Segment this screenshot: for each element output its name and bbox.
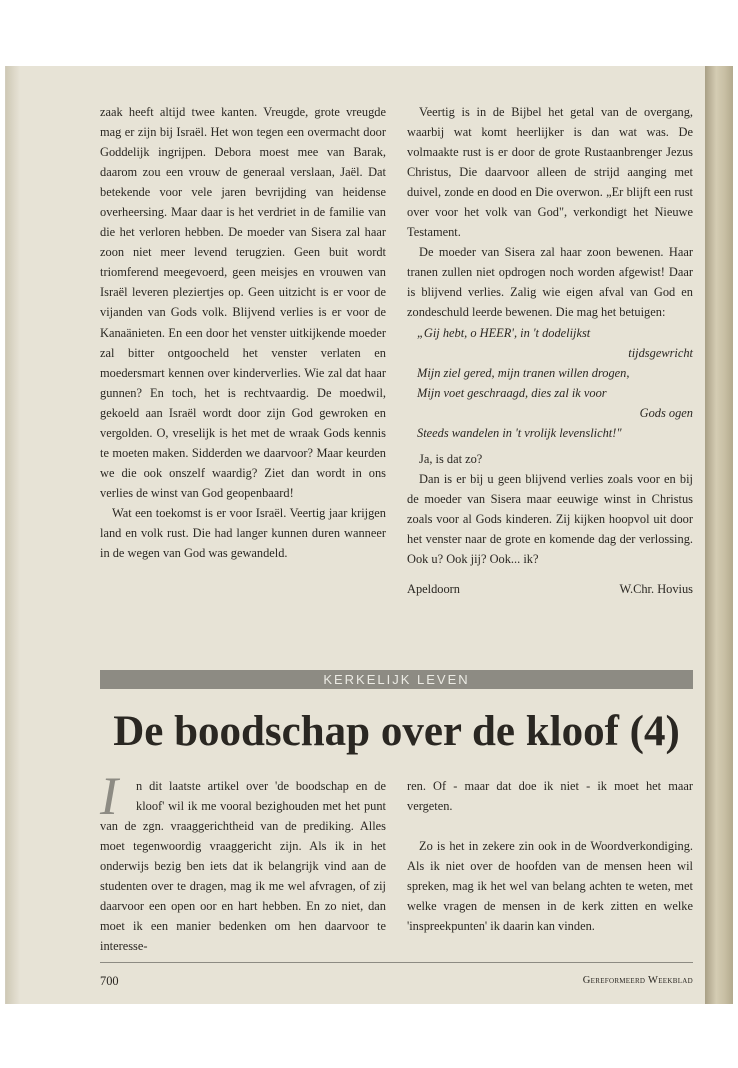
- right-paragraph-4: Dan is er bij u geen blijvend verlies zoals voor en bij de moeder van Sisera maar eeuwige winst in Christus zoals voor al Gods kinderen. Zij kijken hoopvol uit door het venster naar de grote en komende dag der verlossing. Ook u? Ook jij? Ook... ik?: [407, 471, 693, 567]
- right-paragraph-2: De moeder van Sisera zal haar zoon bewenen. Haar tranen zullen niet opdrogen noch worden afgewist! Daar is blijvend verlies. Zalig wie eigen afval van God en zondeschuld leerde bewenen. Die mag het betuigen:: [407, 245, 693, 320]
- page-gutter-shadow: [6, 66, 20, 1004]
- poem-line: Mijn voet geschraagd, dies zal ik voor: [417, 385, 607, 400]
- poem-line: tijdsgewricht: [628, 345, 693, 360]
- psalm-quote: [417, 323, 693, 443]
- signature-place: Apeldoorn: [407, 582, 460, 597]
- article-right-column: [407, 776, 693, 936]
- poem-line: Steeds wandelen in 't vrolijk levenslicht!": [417, 425, 622, 440]
- article-paragraph-3: Zo is het in zekere zin ook in de Woordverkondiging. Als ik niet over de hoofden van de mensen heen wil spreken, mag ik het wel van belang achten te weten, met welke vragen de mensen in de kerk zitten en welke 'inspreekpunten' ik daarin kan vinden.: [407, 839, 693, 934]
- signature-author: W.Chr. Hovius: [619, 582, 693, 597]
- poem-line: „Gij hebt, o HEER', in 't dodelijkst: [417, 325, 591, 340]
- poem-line: Mijn ziel gered, mijn tranen willen drogen,: [417, 365, 630, 380]
- left-paragraph-2: Wat een toekomst is er voor Israël. Veertig jaar krijgen land en volk rust. Die had langer kunnen duren wanneer in de wegen van God was gewandeld.: [100, 505, 386, 561]
- publication-name: Gereformeerd Weekblad: [582, 975, 693, 986]
- book-spine-edge: [705, 66, 733, 1004]
- left-paragraph-1: zaak heeft altijd twee kanten. Vreugde, grote vreugde mag er zijn bij Israël. Het won tegen een overmacht door Goddelijk ingrijpen. Debora moest mee van Barak, daarom zou een vrouw de generaal verslaan, Jaël. Dat betekende voor vele jaren bevrijding van heidense overheersing. Maar daar is het verdriet in de familie van die het verloren hebben. De moeder van Sisera zal haar zoon niet meer levend terugzien. Geen buit wordt triomferend meegevoerd, geen meisjes en vrouwen van Israël leveren pleziertjes op. Geen uitzicht is er voor de vijanden van Gods volk. Blijvend verlies is er voor de Kanaänieten. En een door het venster uitkijkende moeder zal bitter ontgoocheld het venster verlaten en moedersmart kennen over kinderverlies. Wie zal dat haar gunnen? En toch, het is rechtvaardig. De moedwil, gekoeld aan Israël wordt door zijn God gewroken en vergolden. O, vreselijk is het met de wraak Gods kennis te moeten maken. Sidderden we daarvoor? Maar keurden we die ook onszelf waardig? Ziet dan wordt in ons verlies de winst van God geopenbaard!: [100, 105, 386, 500]
- footer-rule: [100, 962, 693, 963]
- right-paragraph-1: Veertig is in de Bijbel het getal van de overgang, waarbij wat komt heerlijker is dan wat was. De volmaakte rust is er door de grote Rustaanbrenger Jezus Christus, Die daarvoor alleen de strijd aanging met duivel, zonde en dood en Die overwon. „Er blijft een rust over voor het volk van God", verkondigt het Nieuwe Testament.: [407, 105, 693, 240]
- article-left-column: [100, 766, 386, 956]
- article-headline: De boodschap over de kloof (4): [113, 708, 680, 755]
- right-paragraph-3: Ja, is dat zo?: [419, 451, 483, 466]
- article-paragraph-2: ren. Of - maar dat doe ik niet - ik moet het maar vergeten.: [407, 779, 693, 814]
- drop-cap: I: [100, 766, 118, 826]
- right-column: [407, 102, 693, 599]
- paragraph-gap: [407, 816, 693, 836]
- left-column: [100, 102, 386, 563]
- section-label-band: KERKELIJK LEVEN: [100, 670, 693, 689]
- article-text-1: n dit laatste artikel over 'de boodschap en de kloof' wil ik me vooral bezighouden met het punt van de zgn. vraaggerichtheid van de prediking. Alles moet tegenwoordig vraaggericht zijn. Als ik in het onderwijs bezig ben iets dat ik belangrijk vind aan de studenten over te dragen, mag ik me wel afvragen, of zij daarvoor een open oor en hart hebben. En zo niet, dan moet ik een manier bedenken om hen daarvoor te interesse-: [100, 779, 386, 954]
- signature-line: [407, 579, 693, 599]
- page-number: 700: [100, 974, 119, 988]
- poem-line: Gods ogen: [639, 405, 693, 420]
- article-paragraph-1: [100, 766, 386, 956]
